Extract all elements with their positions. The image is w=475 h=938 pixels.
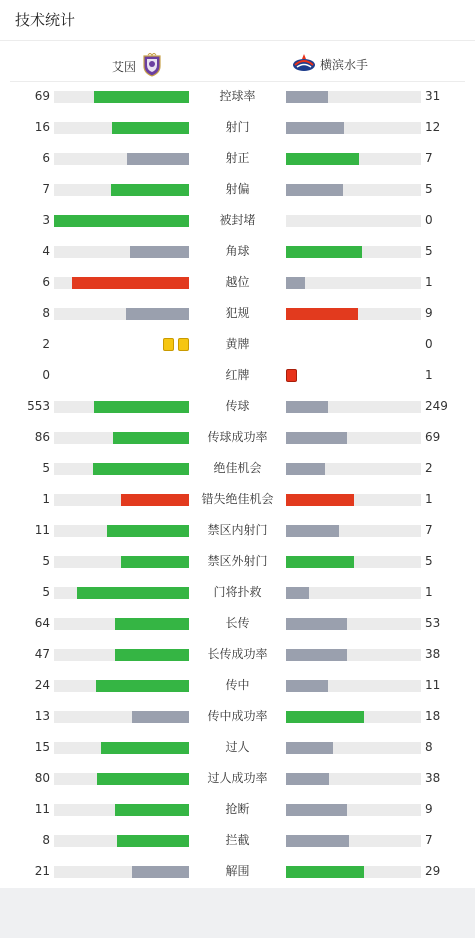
away-bar-fill [286,711,364,723]
away-value: 8 [425,740,433,754]
home-bar-track [54,246,189,258]
page-title: 技术统计 [15,11,76,29]
away-bar-fill [286,587,309,599]
away-cards [286,369,297,382]
away-bar-fill [286,866,364,878]
away-value: 0 [425,213,433,227]
away-bar-track [286,649,421,661]
home-value: 2 [42,337,50,351]
stat-row [0,143,475,174]
stat-label: 红牌 [225,368,250,382]
stat-label: 传球 [225,399,250,413]
away-bar-track [286,246,421,258]
away-value: 2 [425,461,433,475]
home-bar-track [54,277,189,289]
away-bar-track [286,711,421,723]
home-bar-fill [127,153,189,165]
away-bar-fill [286,432,347,444]
home-bar-fill [94,91,189,103]
stat-row [0,391,475,422]
home-bar-fill [115,649,189,661]
home-bar-fill [115,804,189,816]
home-bar-fill [115,618,189,630]
home-value: 16 [34,120,50,134]
home-value: 4 [42,244,50,258]
home-value: 13 [34,709,50,723]
stat-label: 长传成功率 [207,647,268,661]
home-bar-track [54,432,189,444]
stat-row [0,236,475,267]
stat-row [0,732,475,763]
away-bar-track [286,618,421,630]
away-value: 0 [425,337,433,351]
home-value: 5 [42,585,50,599]
home-team-logo-icon [142,53,162,80]
stat-row [0,174,475,205]
away-value: 5 [425,182,433,196]
home-bar-track [54,153,189,165]
home-bar-track [54,308,189,320]
home-bar-fill [117,835,189,847]
away-bar-fill [286,649,347,661]
home-bar-fill [107,525,189,537]
home-bar-fill [121,494,189,506]
away-bar-fill [286,246,362,258]
away-bar-fill [286,804,347,816]
away-bar-fill [286,463,325,475]
stat-row [0,825,475,856]
away-bar-track [286,587,421,599]
stat-row [0,546,475,577]
stat-row [0,329,475,360]
home-value: 80 [34,771,50,785]
teams-header [0,48,475,76]
home-bar-track [54,680,189,692]
away-bar-fill [286,618,347,630]
home-bar-track [54,618,189,630]
away-value: 1 [425,368,433,382]
away-bar-fill [286,308,358,320]
away-bar-track [286,91,421,103]
away-value: 53 [425,616,441,630]
away-bar-track [286,680,421,692]
home-bar-track [54,835,189,847]
away-bar-fill [286,184,343,196]
away-bar-fill [286,525,339,537]
stat-label: 犯规 [225,306,250,320]
home-bar-fill [72,277,189,289]
away-bar-track [286,308,421,320]
home-value: 6 [42,275,50,289]
home-bar-fill [121,556,189,568]
home-bar-fill [93,463,189,475]
away-value: 31 [425,89,441,103]
away-bar-track [286,804,421,816]
stat-label: 长传 [225,616,250,630]
header-divider [0,40,475,41]
away-value: 1 [425,492,433,506]
stat-label: 越位 [225,275,250,289]
away-bar-fill [286,91,328,103]
stat-row [0,205,475,236]
away-bar-track [286,742,421,754]
home-bar-track [54,401,189,413]
home-bar-fill [132,711,189,723]
stat-row [0,453,475,484]
stat-label: 过人成功率 [207,771,268,785]
stat-label: 错失绝佳机会 [201,492,274,506]
home-bar-track [54,184,189,196]
stat-label: 传中 [225,678,250,692]
away-bar-fill [286,401,328,413]
home-bar-track [54,742,189,754]
away-bar-track [286,122,421,134]
home-value: 0 [42,368,50,382]
away-bar-fill [286,742,333,754]
yellow-card-icon [178,338,189,351]
stat-label: 被封堵 [219,213,256,227]
home-bar-track [54,773,189,785]
stat-label: 黄牌 [225,337,250,351]
stat-label: 射正 [225,151,250,165]
stat-row [0,515,475,546]
home-value: 69 [34,89,50,103]
away-bar-fill [286,122,344,134]
home-value: 8 [42,306,50,320]
away-bar-fill [286,556,354,568]
away-value: 69 [425,430,441,444]
home-bar-track [54,587,189,599]
away-bar-fill [286,680,328,692]
home-bar-track [54,215,189,227]
stat-label: 拦截 [225,833,250,847]
stat-label: 射偏 [225,182,250,196]
away-bar-track [286,835,421,847]
away-bar-track [286,525,421,537]
stat-label: 禁区外射门 [207,554,268,568]
away-value: 38 [425,771,441,785]
away-bar-fill [286,835,349,847]
away-bar-fill [286,494,354,506]
home-bar-fill [113,432,189,444]
away-value: 5 [425,244,433,258]
stat-row [0,267,475,298]
home-bar-track [54,525,189,537]
away-bar-track [286,556,421,568]
stat-label: 射门 [225,120,250,134]
home-value: 24 [34,678,50,692]
stat-row [0,484,475,515]
stat-row [0,112,475,143]
home-value: 86 [34,430,50,444]
away-value: 7 [425,833,433,847]
home-value: 5 [42,554,50,568]
stat-label: 传中成功率 [207,709,268,723]
away-value: 7 [425,151,433,165]
home-value: 8 [42,833,50,847]
yellow-card-icon [163,338,174,351]
away-bar-track [286,401,421,413]
away-bar-fill [286,277,305,289]
home-value: 47 [34,647,50,661]
stats-list [0,81,475,887]
away-value: 38 [425,647,441,661]
away-bar-track [286,866,421,878]
away-value: 29 [425,864,441,878]
away-team-logo-icon [292,53,316,76]
away-bar-track [286,184,421,196]
away-bar-track [286,773,421,785]
home-bar-fill [94,401,189,413]
home-value: 7 [42,182,50,196]
away-bar-fill [286,153,359,165]
away-value: 9 [425,802,433,816]
home-value: 64 [34,616,50,630]
stat-row [0,81,475,112]
stat-row [0,298,475,329]
stat-label: 解围 [225,864,250,878]
home-value: 1 [42,492,50,506]
stat-row [0,763,475,794]
home-bar-track [54,122,189,134]
home-bar-fill [132,866,189,878]
away-bar-track [286,432,421,444]
stat-row [0,360,475,391]
home-bar-track [54,866,189,878]
home-bar-track [54,463,189,475]
home-team[interactable] [112,53,162,80]
stat-label: 控球率 [219,89,256,103]
home-cards [163,338,189,351]
home-value: 553 [27,399,50,413]
home-bar-track [54,804,189,816]
home-value: 11 [34,802,50,816]
away-bar-track [286,153,421,165]
stat-row [0,577,475,608]
home-bar-track [54,556,189,568]
home-bar-track [54,494,189,506]
away-team-name: 横滨水手 [320,58,369,72]
stat-label: 禁区内射门 [207,523,268,537]
stat-label: 角球 [225,244,250,258]
away-value: 11 [425,678,441,692]
home-bar-track [54,649,189,661]
home-bar-fill [54,215,189,227]
stat-label: 绝佳机会 [213,461,262,475]
away-value: 18 [425,709,441,723]
away-value: 249 [425,399,448,413]
away-team[interactable] [292,53,368,76]
home-bar-track [54,91,189,103]
stat-label: 过人 [225,740,250,754]
home-bar-fill [112,122,189,134]
away-bar-fill [286,773,329,785]
stat-label: 抢断 [225,802,250,816]
stat-row [0,670,475,701]
away-bar-track [286,463,421,475]
away-value: 7 [425,523,433,537]
stat-row [0,856,475,887]
home-value: 11 [34,523,50,537]
away-value: 1 [425,275,433,289]
stat-row [0,422,475,453]
home-bar-track [54,711,189,723]
home-value: 3 [42,213,50,227]
home-bar-fill [101,742,189,754]
away-value: 12 [425,120,441,134]
home-bar-fill [77,587,189,599]
away-value: 9 [425,306,433,320]
stat-row [0,794,475,825]
away-value: 1 [425,585,433,599]
away-value: 5 [425,554,433,568]
home-value: 6 [42,151,50,165]
away-bar-track [286,494,421,506]
stat-row [0,701,475,732]
red-card-icon [286,369,297,382]
stat-label: 传球成功率 [207,430,268,444]
home-bar-fill [126,308,189,320]
home-bar-fill [97,773,189,785]
home-value: 5 [42,461,50,475]
home-team-name: 艾因 [111,60,136,74]
home-bar-fill [96,680,189,692]
stat-row [0,639,475,670]
stat-row [0,608,475,639]
stat-label: 门将扑救 [213,585,262,599]
away-bar-track [286,215,421,227]
home-value: 15 [34,740,50,754]
away-bar-track [286,277,421,289]
home-value: 21 [34,864,50,878]
home-bar-fill [111,184,189,196]
home-bar-fill [130,246,189,258]
